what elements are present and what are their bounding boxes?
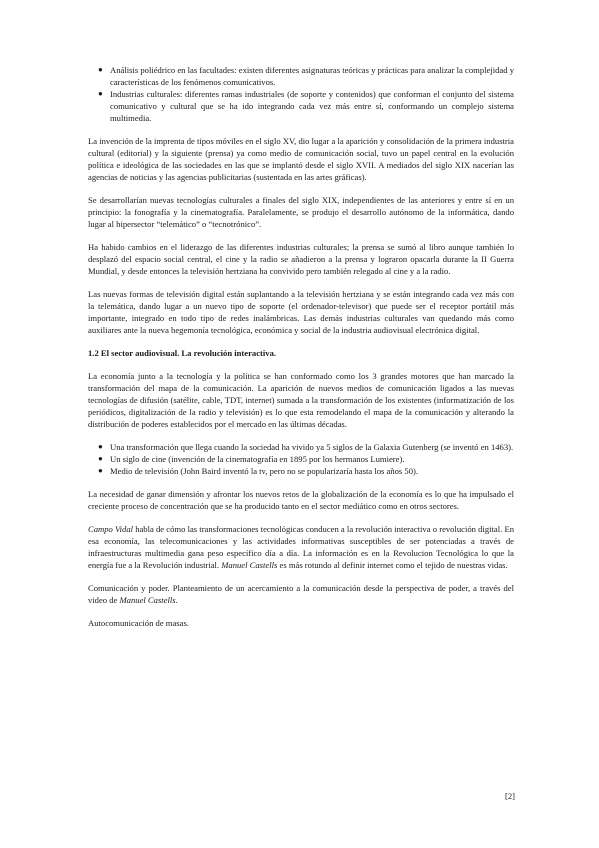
- paragraph-comunicacion-poder: Comunicación y poder. Planteamiento de un acercamiento a la comunicación desde la perspectiva de poder, a través del video de Manuel Castells.: [88, 583, 514, 605]
- section-heading: 1.2 El sector audiovisual. La revolución interactiva.: [88, 348, 277, 358]
- list-item: ● Industrias culturales: diferentes ramas industriales (de soporte y contenidos) que conforman el conjunto del sistema comunicativo y cultural que se ha ido integrando cada vez más entre sí, conformando un complejo sistema multimedia.: [98, 89, 514, 123]
- paragraph-concentracion: La necesidad de ganar dimensión y afrontar los nuevos retos de la globalización de la economía es lo que ha impulsado el creciente proceso de concentración que se ha producido tanto en el sector mediático como en otros sectores.: [88, 489, 514, 511]
- bullet-icon: ●: [98, 89, 103, 98]
- bullet-icon: ●: [98, 442, 103, 451]
- intro-bullet-list: [88, 64, 514, 124]
- bullet-icon: ●: [98, 65, 103, 74]
- list-item: ● Una transformación que llega cuando la sociedad ha vivido ya 5 siglos de la Galaxia Gutenberg (se inventó en 1463).: [98, 442, 514, 452]
- author-name: Manuel Castells: [119, 595, 176, 605]
- list-item: ● Medio de televisión (John Baird inventó la tv, pero no se popularizaría hasta los años 50).: [98, 466, 419, 476]
- transformation-bullet-list: [88, 441, 514, 477]
- paragraph-campo-vidal: Campo Vidal habla de cómo las transformaciones tecnológicas conducen a la revolución interactiva o revolución digital. En esa economía, las telecomunicaciones y las actividades informativas susceptibles de ser potenciadas a través de infraestructuras multimedia gana peso específico día a día. La información es en la Revolucion Tecnológica lo que la energía fue a la Revolución industrial. Manuel Castells es más rotundo al definir internet como el tejido de nuestras vidas.: [88, 524, 514, 570]
- paragraph-motores: La economía junto a la tecnología y la política se han conformado como los 3 grandes motores que han marcado la transformación del mapa de la comunicación. La aparición de nuevos medios de comunicación ligados a las nuevas tecnologías de difusión (satélite, cable, TDT, internet) sumada a la transformación de los existentes (informatización de los periódicos, digitalización de la radio y televisión) es lo que esta remodelando el mapa de la comunicación y alterando la distribución de poderes establecidos por el mercado en las últimas décadas.: [88, 371, 514, 429]
- author-name: Campo Vidal: [88, 524, 133, 534]
- bullet-icon: ●: [98, 466, 103, 475]
- paragraph-television-digital: Las nuevas formas de televisión digital están suplantando a la televisión hertziana y se están integrando cada vez más con la telemática, dando lugar a un nuevo tipo de soporte (el ordenador-televisor) que puede ser el receptor portátil más importante, integrado en todo tipo de redes inalámbricas. Las demás industrias culturales van quedando más como auxiliares ante la nueva hegemonía tecnológica, económica y social de la industria audiovisual electrónica digital.: [88, 289, 514, 335]
- bullet-icon: ●: [98, 454, 103, 463]
- paragraph-liderazgo: Ha habido cambios en el liderazgo de las diferentes industrias culturales; la prensa se sumó al libro aunque también lo desplazó del espacio social central, el cine y la radio se añadieron a la prensa y lograron opacarla durante la II Guerra Mundial, y desde entonces la televisión hertziana ha convivido pero también relegado al cine y a la radio.: [88, 242, 514, 276]
- page-content: [88, 64, 514, 640]
- page-number: [2]: [504, 791, 515, 801]
- list-item: ● Análisis poliédrico en las facultades: existen diferentes asignaturas teóricas y prácticas para analizar la complejidad y características de los fenómenos comunicativos.: [98, 65, 514, 87]
- paragraph-imprenta: La invención de la imprenta de tipos móviles en el siglo XV, dio lugar a la aparición y consolidación de la primera industria cultural (editorial) y la siguiente (prensa) ya como medio de comunicación social, tuvo un papel central en la evolución política e ideológica de las sociedades en las que se implantó desde el siglo XVII. A mediados del siglo XIX nacerían las agencias de noticias y las agencias publicitarias (sustentada en las artes gráficas).: [88, 136, 514, 182]
- list-item: ● Un siglo de cine (invención de la cinematografía en 1895 por los hermanos Lumiere).: [98, 454, 405, 464]
- paragraph-autocomunicacion: Autocomunicación de masas.: [88, 618, 189, 628]
- paragraph-nuevas-tecnologias: Se desarrollarían nuevas tecnologías culturales a finales del siglo XIX, independientes de las anteriores y entre sí en un principio: la fonografía y la cinematografía. Paralelamente, se produjo el desarrollo autónomo de la informática, dando lugar al hipersector “telemático” o “tecnotrónico”.: [88, 195, 514, 229]
- author-name: Manuel Castells: [221, 560, 278, 570]
